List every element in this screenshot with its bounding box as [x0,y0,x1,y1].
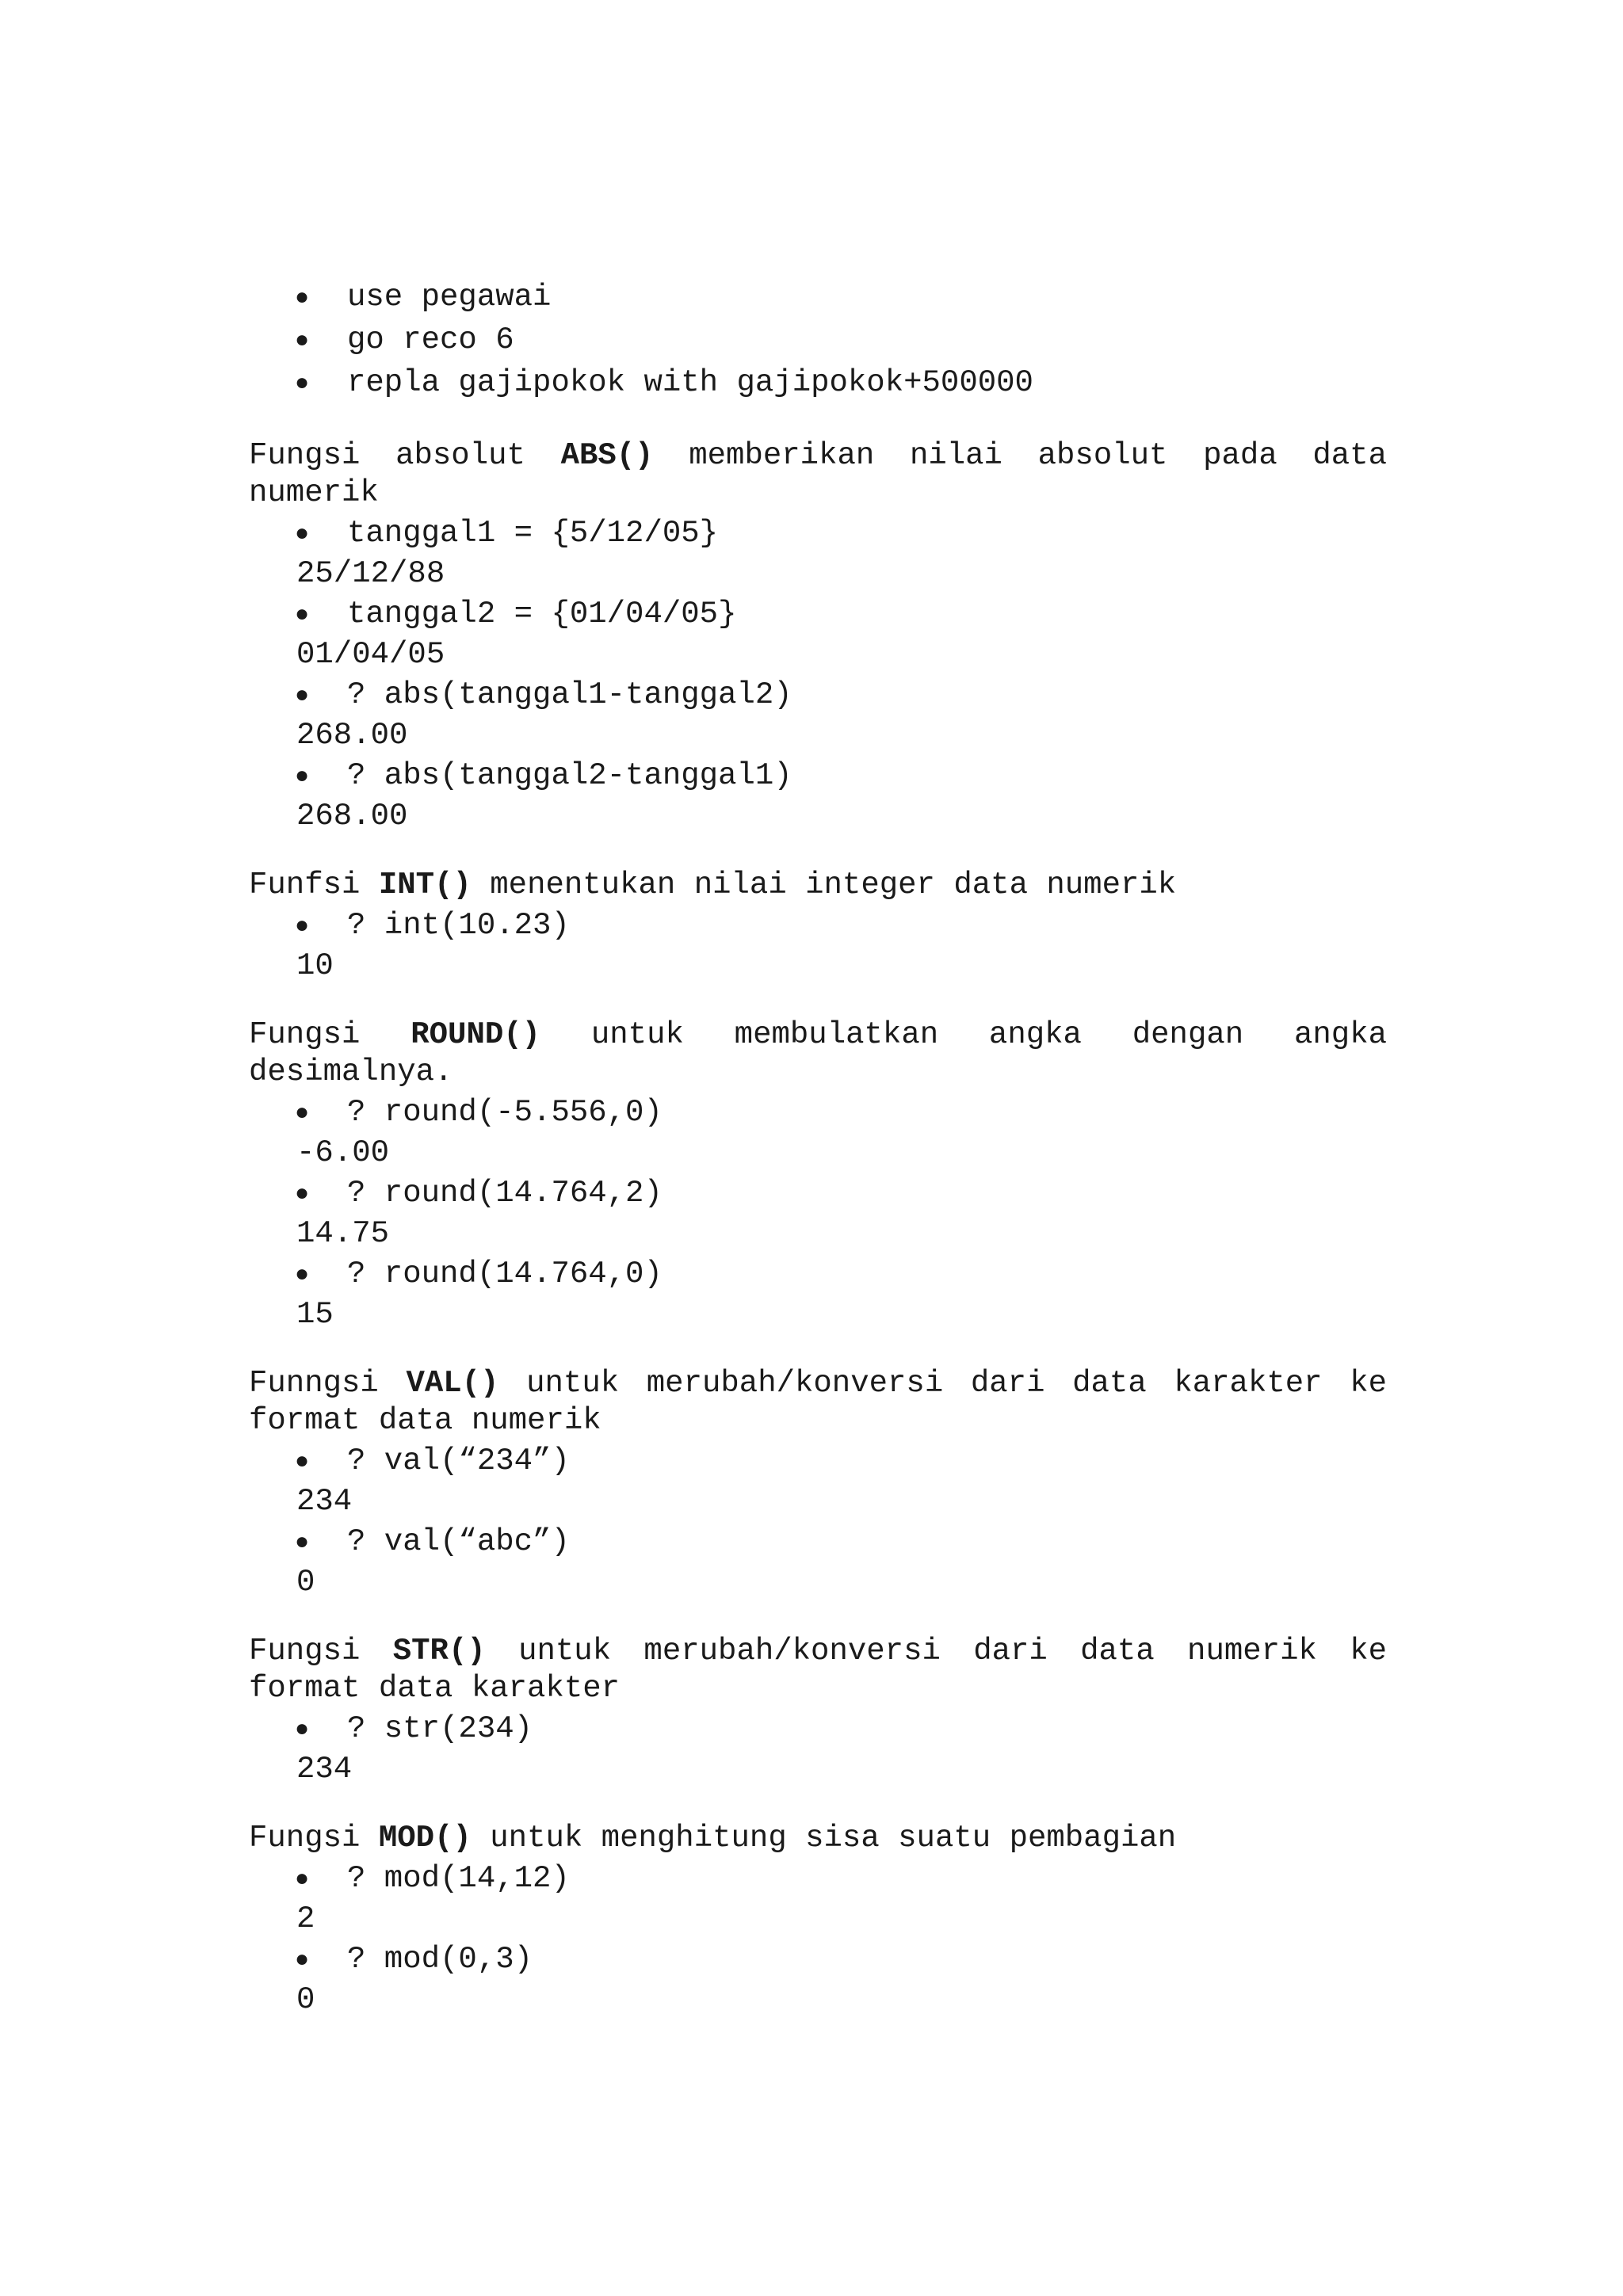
list-item [249,1253,1387,1295]
function-name: INT() [378,868,472,902]
function-name: VAL() [406,1366,499,1401]
section-description [249,1365,1387,1440]
command-output: -6.00 [296,1135,390,1170]
section-int [249,867,1387,985]
description-text: menentukan nilai integer data numerik [471,868,1177,902]
section-round [249,1016,1387,1333]
description-text: untuk merubah/konversi dari data karakter ke format data numerik [249,1366,1388,1438]
description-text: Fungsi [249,1821,379,1855]
command-output: 268.00 [296,718,408,753]
section-description [249,1633,1387,1707]
function-name: ROUND() [411,1017,541,1052]
command-text: ? abs(tanggal1-tanggal2) [347,677,792,712]
list-item [249,1857,1387,1900]
command-text: tanggal1 = {5/12/05} [347,516,719,551]
bullet-icon: ● [295,1865,310,1891]
section-description [249,1016,1387,1091]
bullet-icon: ● [295,1528,310,1554]
list-item [249,1520,1387,1563]
section-description [249,867,1387,904]
command-text: ? val(“abc”) [347,1524,570,1559]
list-item [249,904,1387,947]
section-val [249,1365,1387,1601]
bullet-icon: ● [295,912,310,938]
list-item [249,1091,1387,1134]
list-item [249,1938,1387,1981]
bullet-icon: ● [295,1715,310,1741]
command-output: 15 [296,1297,334,1332]
section-description [249,1820,1387,1857]
bullet-icon: ● [295,1099,310,1125]
list-item [249,1707,1387,1750]
command-output: 2 [296,1901,315,1936]
bullet-icon: ● [295,681,310,707]
description-text: Fungsi absolut [249,438,561,473]
section-str [249,1633,1387,1788]
bullet-icon: ● [295,601,310,627]
description-text: memberikan nilai absolut pada data numerik [249,438,1387,510]
command-output: 0 [296,1565,315,1600]
command-text: ? val(“234”) [347,1444,570,1478]
command-text: ? abs(tanggal2-tanggal1) [347,758,792,793]
function-name: MOD() [378,1821,472,1855]
command-text: ? round(-5.556,0) [347,1095,663,1130]
function-name: STR() [392,1634,486,1669]
command-output: 01/04/05 [296,637,445,672]
command-output: 234 [296,1752,353,1787]
list-item [249,1440,1387,1482]
command-output: 268.00 [296,799,408,833]
description-text: untuk membulatkan angka dengan angka desimalnya. [249,1017,1387,1089]
command-output: 10 [296,948,334,983]
bullet-icon: ● [295,1180,310,1206]
section-mod [249,1820,1387,2019]
bullet-icon: ● [295,369,310,395]
description-text: untuk merubah/konversi dari data numerik ke format data karakter [249,1634,1387,1706]
section-description [249,437,1387,512]
description-text: Funfsi [249,868,379,902]
list-item [249,593,1387,635]
list-item [249,754,1387,797]
document-body [249,276,1387,2019]
command-output: 0 [296,1982,315,2017]
command-text: go reco 6 [347,322,514,357]
command-list [249,276,1387,404]
list-item [249,512,1387,555]
description-text: Fungsi [249,1634,393,1669]
section-abs [249,437,1387,835]
list-item [249,318,1387,361]
description-text: untuk menghitung sisa suatu pembagian [471,1821,1177,1855]
command-text: ? int(10.23) [347,908,570,943]
bullet-icon: ● [295,284,310,310]
command-text: ? mod(14,12) [347,1861,570,1896]
list-item [249,673,1387,716]
command-text: tanggal2 = {01/04/05} [347,597,737,631]
bullet-icon: ● [295,1447,310,1474]
bullet-icon: ● [295,326,310,353]
list-item [249,361,1387,404]
description-text: Funngsi [249,1366,407,1401]
function-name: ABS() [560,438,654,473]
list-item [249,1172,1387,1215]
command-output: 234 [296,1484,353,1519]
command-text: use pegawai [347,280,552,315]
command-text: repla gajipokok with gajipokok+500000 [347,365,1033,400]
bullet-icon: ● [295,1946,310,1972]
bullet-icon: ● [295,520,310,546]
bullet-icon: ● [295,762,310,788]
list-item [249,276,1387,318]
command-text: ? round(14.764,2) [347,1176,663,1211]
command-output: 14.75 [296,1216,390,1251]
bullet-icon: ● [295,1261,310,1287]
description-text: Fungsi [249,1017,411,1052]
command-output: 25/12/88 [296,556,445,591]
command-text: ? str(234) [347,1711,533,1746]
command-text: ? round(14.764,0) [347,1257,663,1291]
command-text: ? mod(0,3) [347,1942,533,1977]
